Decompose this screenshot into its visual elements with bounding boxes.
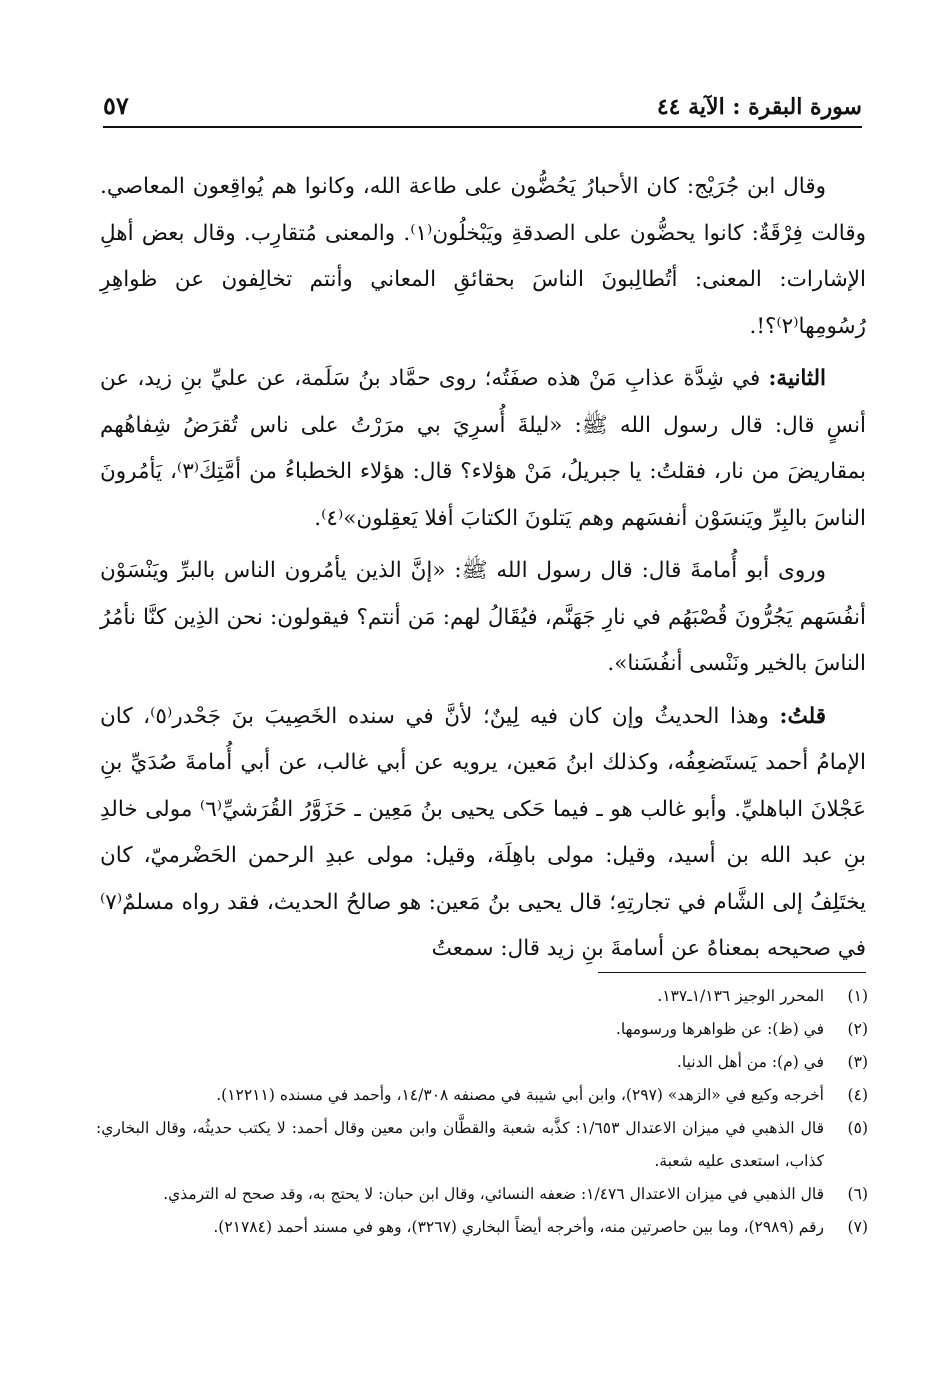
footnote — [96, 1079, 868, 1112]
footnote-number: (٣) — [847, 1053, 868, 1071]
page-header — [103, 86, 862, 128]
paragraph-text: وقال ابن جُرَيْج: كان الأحبارُ يَحُضُّون على طاعة الله، وكانوا هم يُواقِعون المعاصي. وقالت فِرْقَةٌ: كانوا يحضُّون على الصدقةِ ويَبْخلُون⁽١⁾. والمعنى مُتقارِب. وقال بعض أهلِ الإشارات: المعنى: أتُطالِبونَ الناسَ بحقائقِ المعاني وأنتم تخالِفون عن ظواهِرِ رُسُومِها⁽٢⁾؟!. — [100, 174, 866, 339]
paragraph — [100, 548, 866, 688]
footnote-number: (٦) — [847, 1185, 868, 1203]
main-text — [100, 164, 866, 979]
footnote-text: قال الذهبي في ميزان الاعتدال ١/٦٥٣: كذَّبه شعبة والقطَّان وابن معين وقال أحمد: لا يكتب حديثُه، وقال البخاري: كذاب، استعدى عليه شعبة. — [96, 1119, 824, 1170]
paragraph-text: وروى أبو أُمامةَ قال: قال رسول الله ﷺ: «إنَّ الذين يأمُرون الناس بالبرِّ ويَنْسَوْن أنفُسَهم يَجُرُّونَ قُصْبَهُم في نارِ جَهَنَّم، فيُقَالُ لهم: مَن أنتم؟ فيقولون: نحن الذِين كنَّا نأمُرُ الناسَ بالخير ونَنْسى أنفُسَنا». — [100, 558, 866, 676]
running-title: سورة البقرة : الآية ٤٤ — [656, 94, 862, 120]
footnotes — [96, 980, 868, 1244]
page-number: ٥٧ — [103, 91, 129, 120]
footnote-number: (٢) — [847, 1020, 868, 1038]
footnote — [96, 1013, 868, 1046]
footnote-text: في (م): من أهل الدنيا. — [676, 1053, 824, 1071]
paragraph-text: وهذا الحديثُ وإن كان فيه لِينٌ؛ لأنَّ في سنده الخَصِيبَ بنَ جَحْدر⁽٥⁾، كان الإمامُ أحمد يَستَضعِفُه، وكذلك ابنُ مَعين، يرويه عن أبي غالب، عن أبي أُمامةَ صُدَيِّ بنِ عَجْلانَ الباهليِّ. وأبو غالب هو ـ فيما حَكى يحيى بنُ مَعِين ـ حَزَوَّرُ القُرَشيِّ⁽٦⁾ مولى خالدِ بنِ عبد الله بن أسيد، وقيل: مولى باهِلَة، وقيل: مولى عبدِ الرحمن الحَضْرميّ، كان يختَلِفُ إلى الشَّام في تجارتِهِ؛ قال يحيى بنُ مَعين: هو صالحُ الحديث، فقد رواه مسلمٌ⁽٧⁾ في صحيحه بمعناهُ عن أسامةَ بنِ زيد قال: سمعتُ — [100, 703, 866, 961]
footnote-text: المحرر الوجيز ١/١٣٦ـ١٣٧. — [657, 987, 824, 1005]
footnote-number: (٤) — [847, 1086, 868, 1104]
paragraph — [100, 164, 866, 350]
footnote — [96, 1211, 868, 1244]
footnote-text: قال الذهبي في ميزان الاعتدال ١/٤٧٦: ضعفه النسائي، وقال ابن حبان: لا يحتج به، وقد صحح له الترمذي. — [163, 1185, 824, 1203]
footnote — [96, 1112, 868, 1178]
footnote-text: رقم (٢٩٨٩)، وما بين حاصرتين منه، وأخرجه أيضاً البخاري (٣٢٦٧)، وهو في مسند أحمد (٢١٧٨٤). — [213, 1218, 824, 1236]
footnote-divider — [598, 972, 866, 973]
paragraph — [100, 356, 866, 542]
paragraph-text: في شِدَّة عذابِ مَنْ هذه صفَتُه؛ روى حمَّاد بنُ سَلَمة، عن عليِّ بنِ زيد، عن أنسٍ قال: قال رسول الله ﷺ: «ليلةَ أُسرِيَ بي مرَرْتُ على ناس تُقرَضُ شِفاهُهم بمقاريضَ من نار، فقلتُ: يا جبريلُ، مَنْ هؤلاء؟ قال: هؤلاء الخطباءُ من أمَّتِكَ⁽٣⁾، يَأمُرونَ الناسَ بالبِرِّ ويَنسَوْن أنفسَهم وهم يَتلونَ الكتابَ أفلا يَعقِلون»⁽٤⁾. — [100, 366, 867, 531]
footnote-text: في (ظ): عن ظواهرها ورسومها. — [615, 1020, 824, 1038]
footnote-number: (٧) — [847, 1218, 868, 1236]
paragraph — [100, 694, 866, 973]
footnote-text: أخرجه وكيع في «الزهد» (٢٩٧)، وابن أبي شيبة في مصنفه ١٤/٣٠٨، وأحمد في مسنده (١٢٢١١). — [216, 1086, 824, 1104]
footnote-number: (٥) — [847, 1119, 868, 1137]
footnote — [96, 1046, 868, 1079]
footnote — [96, 1178, 868, 1211]
footnote — [96, 980, 868, 1013]
paragraph-lead: الثانية: — [768, 366, 826, 391]
footnote-number: (١) — [847, 987, 868, 1005]
paragraph-lead: قلتُ: — [779, 703, 826, 729]
